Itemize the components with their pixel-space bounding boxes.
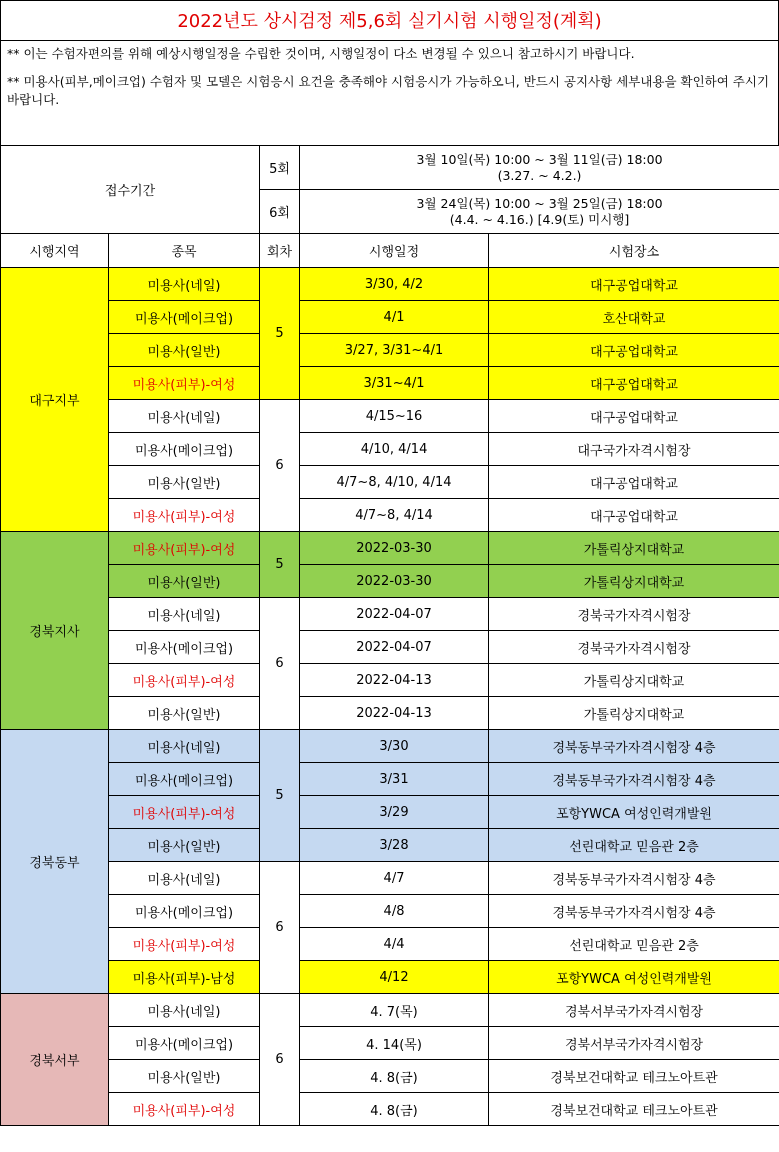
round-cell: 6 — [260, 994, 300, 1126]
date-cell: 3/30 — [300, 730, 489, 763]
place-cell: 포항YWCA 여성인력개발원 — [489, 796, 779, 829]
table-row — [1, 598, 779, 631]
date-cell: 4/1 — [300, 301, 489, 334]
place-cell: 경북동부국가자격시험장 4층 — [489, 895, 779, 928]
place-cell: 가톨릭상지대학교 — [489, 532, 779, 565]
round-cell: 5 — [260, 532, 300, 598]
table-row — [1, 796, 779, 829]
notice-1: ** 이는 수험자편의를 위해 예상시행일정을 수립한 것이며, 시행일정이 다소 변경될 수 있으니 참고하시기 바랍니다. — [7, 46, 635, 61]
round-cell: 5 — [260, 730, 300, 862]
item-cell: 미용사(피부)-여성 — [109, 664, 260, 697]
table-row — [1, 862, 779, 895]
table-row — [1, 1027, 779, 1060]
date-cell: 4/7~8, 4/14 — [300, 499, 489, 532]
reception-period-5-line2: (3.27. ~ 4.2.) — [497, 167, 582, 183]
table-row — [1, 1093, 779, 1126]
place-cell: 대구국가자격시험장 — [489, 433, 779, 466]
place-cell: 가톨릭상지대학교 — [489, 664, 779, 697]
table-row — [1, 763, 779, 796]
reception-period-5-line1: 3월 10일(목) 10:00 ~ 3월 11일(금) 18:00 — [416, 151, 663, 167]
round-cell: 5 — [260, 268, 300, 400]
reception-round-6: 6회 — [260, 190, 300, 234]
item-cell: 미용사(피부)-여성 — [109, 532, 260, 565]
date-cell: 3/28 — [300, 829, 489, 862]
date-cell: 2022-04-07 — [300, 598, 489, 631]
table-row — [1, 631, 779, 664]
item-cell: 미용사(피부)-여성 — [109, 367, 260, 400]
date-cell: 2022-04-13 — [300, 664, 489, 697]
table-row — [1, 433, 779, 466]
table-row — [1, 466, 779, 499]
item-cell: 미용사(네일) — [109, 730, 260, 763]
place-cell: 가톨릭상지대학교 — [489, 565, 779, 598]
place-cell: 경북보건대학교 테크노아트관 — [489, 1093, 779, 1126]
place-cell: 경북동부국가자격시험장 4층 — [489, 730, 779, 763]
item-cell: 미용사(일반) — [109, 829, 260, 862]
date-cell: 3/31~4/1 — [300, 367, 489, 400]
place-cell: 선린대학교 믿음관 2층 — [489, 928, 779, 961]
place-cell: 경북서부국가자격시험장 — [489, 1027, 779, 1060]
table-row — [1, 664, 779, 697]
table-row — [1, 400, 779, 433]
place-cell: 대구공업대학교 — [489, 499, 779, 532]
place-cell: 대구공업대학교 — [489, 466, 779, 499]
item-cell: 미용사(일반) — [109, 466, 260, 499]
page-title: 2022년도 상시검정 제5,6회 실기시험 시행일정(계획) — [0, 0, 779, 41]
item-cell: 미용사(일반) — [109, 697, 260, 730]
place-cell: 선린대학교 믿음관 2층 — [489, 829, 779, 862]
table-row — [1, 367, 779, 400]
table-row — [1, 994, 779, 1027]
place-cell: 경북국가자격시험장 — [489, 598, 779, 631]
place-cell: 경북동부국가자격시험장 4층 — [489, 763, 779, 796]
item-cell: 미용사(일반) — [109, 334, 260, 367]
place-cell: 경북서부국가자격시험장 — [489, 994, 779, 1027]
date-cell: 4/15~16 — [300, 400, 489, 433]
header-place: 시험장소 — [489, 234, 779, 268]
item-cell: 미용사(네일) — [109, 862, 260, 895]
date-cell: 4. 14(목) — [300, 1027, 489, 1060]
date-cell: 4/7~8, 4/10, 4/14 — [300, 466, 489, 499]
table-row — [1, 334, 779, 367]
item-cell: 미용사(네일) — [109, 268, 260, 301]
date-cell: 4. 8(금) — [300, 1060, 489, 1093]
date-cell: 4. 7(목) — [300, 994, 489, 1027]
item-cell: 미용사(메이크업) — [109, 895, 260, 928]
header-date: 시행일정 — [300, 234, 489, 268]
item-cell: 미용사(메이크업) — [109, 433, 260, 466]
header-region: 시행지역 — [1, 234, 109, 268]
place-cell: 호산대학교 — [489, 301, 779, 334]
date-cell: 2022-04-07 — [300, 631, 489, 664]
date-cell: 4/4 — [300, 928, 489, 961]
date-cell: 3/27, 3/31~4/1 — [300, 334, 489, 367]
region-name: 경북지사 — [1, 532, 109, 730]
item-cell: 미용사(메이크업) — [109, 1027, 260, 1060]
date-cell: 3/31 — [300, 763, 489, 796]
reception-period-6-line2: (4.4. ~ 4.16.) [4.9(토) 미시행] — [449, 211, 630, 227]
table-row — [1, 1060, 779, 1093]
item-cell: 미용사(네일) — [109, 598, 260, 631]
date-cell: 4/7 — [300, 862, 489, 895]
table-row — [1, 730, 779, 763]
date-cell: 4/10, 4/14 — [300, 433, 489, 466]
reception-label: 접수기간 — [1, 146, 260, 234]
date-cell: 4. 8(금) — [300, 1093, 489, 1126]
item-cell: 미용사(메이크업) — [109, 763, 260, 796]
item-cell: 미용사(피부)-여성 — [109, 928, 260, 961]
place-cell: 대구공업대학교 — [489, 268, 779, 301]
place-cell: 대구공업대학교 — [489, 334, 779, 367]
notice-box — [0, 41, 779, 145]
round-cell: 6 — [260, 598, 300, 730]
table-row — [1, 268, 779, 301]
table-row — [1, 697, 779, 730]
region-name: 경북서부 — [1, 994, 109, 1126]
date-cell: 4/8 — [300, 895, 489, 928]
date-cell: 3/29 — [300, 796, 489, 829]
item-cell: 미용사(피부)-남성 — [109, 961, 260, 994]
place-cell: 경북동부국가자격시험장 4층 — [489, 862, 779, 895]
reception-round-5: 5회 — [260, 146, 300, 190]
date-cell: 2022-03-30 — [300, 532, 489, 565]
table-row — [1, 301, 779, 334]
date-cell: 2022-03-30 — [300, 565, 489, 598]
date-cell: 3/30, 4/2 — [300, 268, 489, 301]
place-cell: 포항YWCA 여성인력개발원 — [489, 961, 779, 994]
reception-period-6 — [300, 190, 779, 234]
notice-2: ** 미용사(피부,메이크업) 수험자 및 모델은 시험응시 요건을 충족해야 시험응시가 가능하오니, 반드시 공지사항 세부내용을 확인하여 주시기 바랍니다. — [7, 74, 770, 107]
item-cell: 미용사(네일) — [109, 400, 260, 433]
item-cell: 미용사(피부)-여성 — [109, 1093, 260, 1126]
region-name: 경북동부 — [1, 730, 109, 994]
item-cell: 미용사(일반) — [109, 565, 260, 598]
table-row — [1, 961, 779, 994]
place-cell: 가톨릭상지대학교 — [489, 697, 779, 730]
schedule-table — [0, 145, 779, 1126]
item-cell: 미용사(일반) — [109, 1060, 260, 1093]
item-cell: 미용사(메이크업) — [109, 301, 260, 334]
table-row — [1, 829, 779, 862]
place-cell: 대구공업대학교 — [489, 400, 779, 433]
table-row — [1, 565, 779, 598]
header-round: 회차 — [260, 234, 300, 268]
table-row — [1, 928, 779, 961]
date-cell: 2022-04-13 — [300, 697, 489, 730]
round-cell: 6 — [260, 400, 300, 532]
reception-period-5 — [300, 146, 779, 190]
item-cell: 미용사(메이크업) — [109, 631, 260, 664]
table-row — [1, 895, 779, 928]
reception-period-6-line1: 3월 24일(목) 10:00 ~ 3월 25일(금) 18:00 — [416, 195, 663, 211]
item-cell: 미용사(네일) — [109, 994, 260, 1027]
place-cell: 대구공업대학교 — [489, 367, 779, 400]
header-item: 종목 — [109, 234, 260, 268]
table-row — [1, 499, 779, 532]
place-cell: 경북국가자격시험장 — [489, 631, 779, 664]
place-cell: 경북보건대학교 테크노아트관 — [489, 1060, 779, 1093]
item-cell: 미용사(피부)-여성 — [109, 499, 260, 532]
round-cell: 6 — [260, 862, 300, 994]
table-row — [1, 532, 779, 565]
date-cell: 4/12 — [300, 961, 489, 994]
item-cell: 미용사(피부)-여성 — [109, 796, 260, 829]
region-name: 대구지부 — [1, 268, 109, 532]
